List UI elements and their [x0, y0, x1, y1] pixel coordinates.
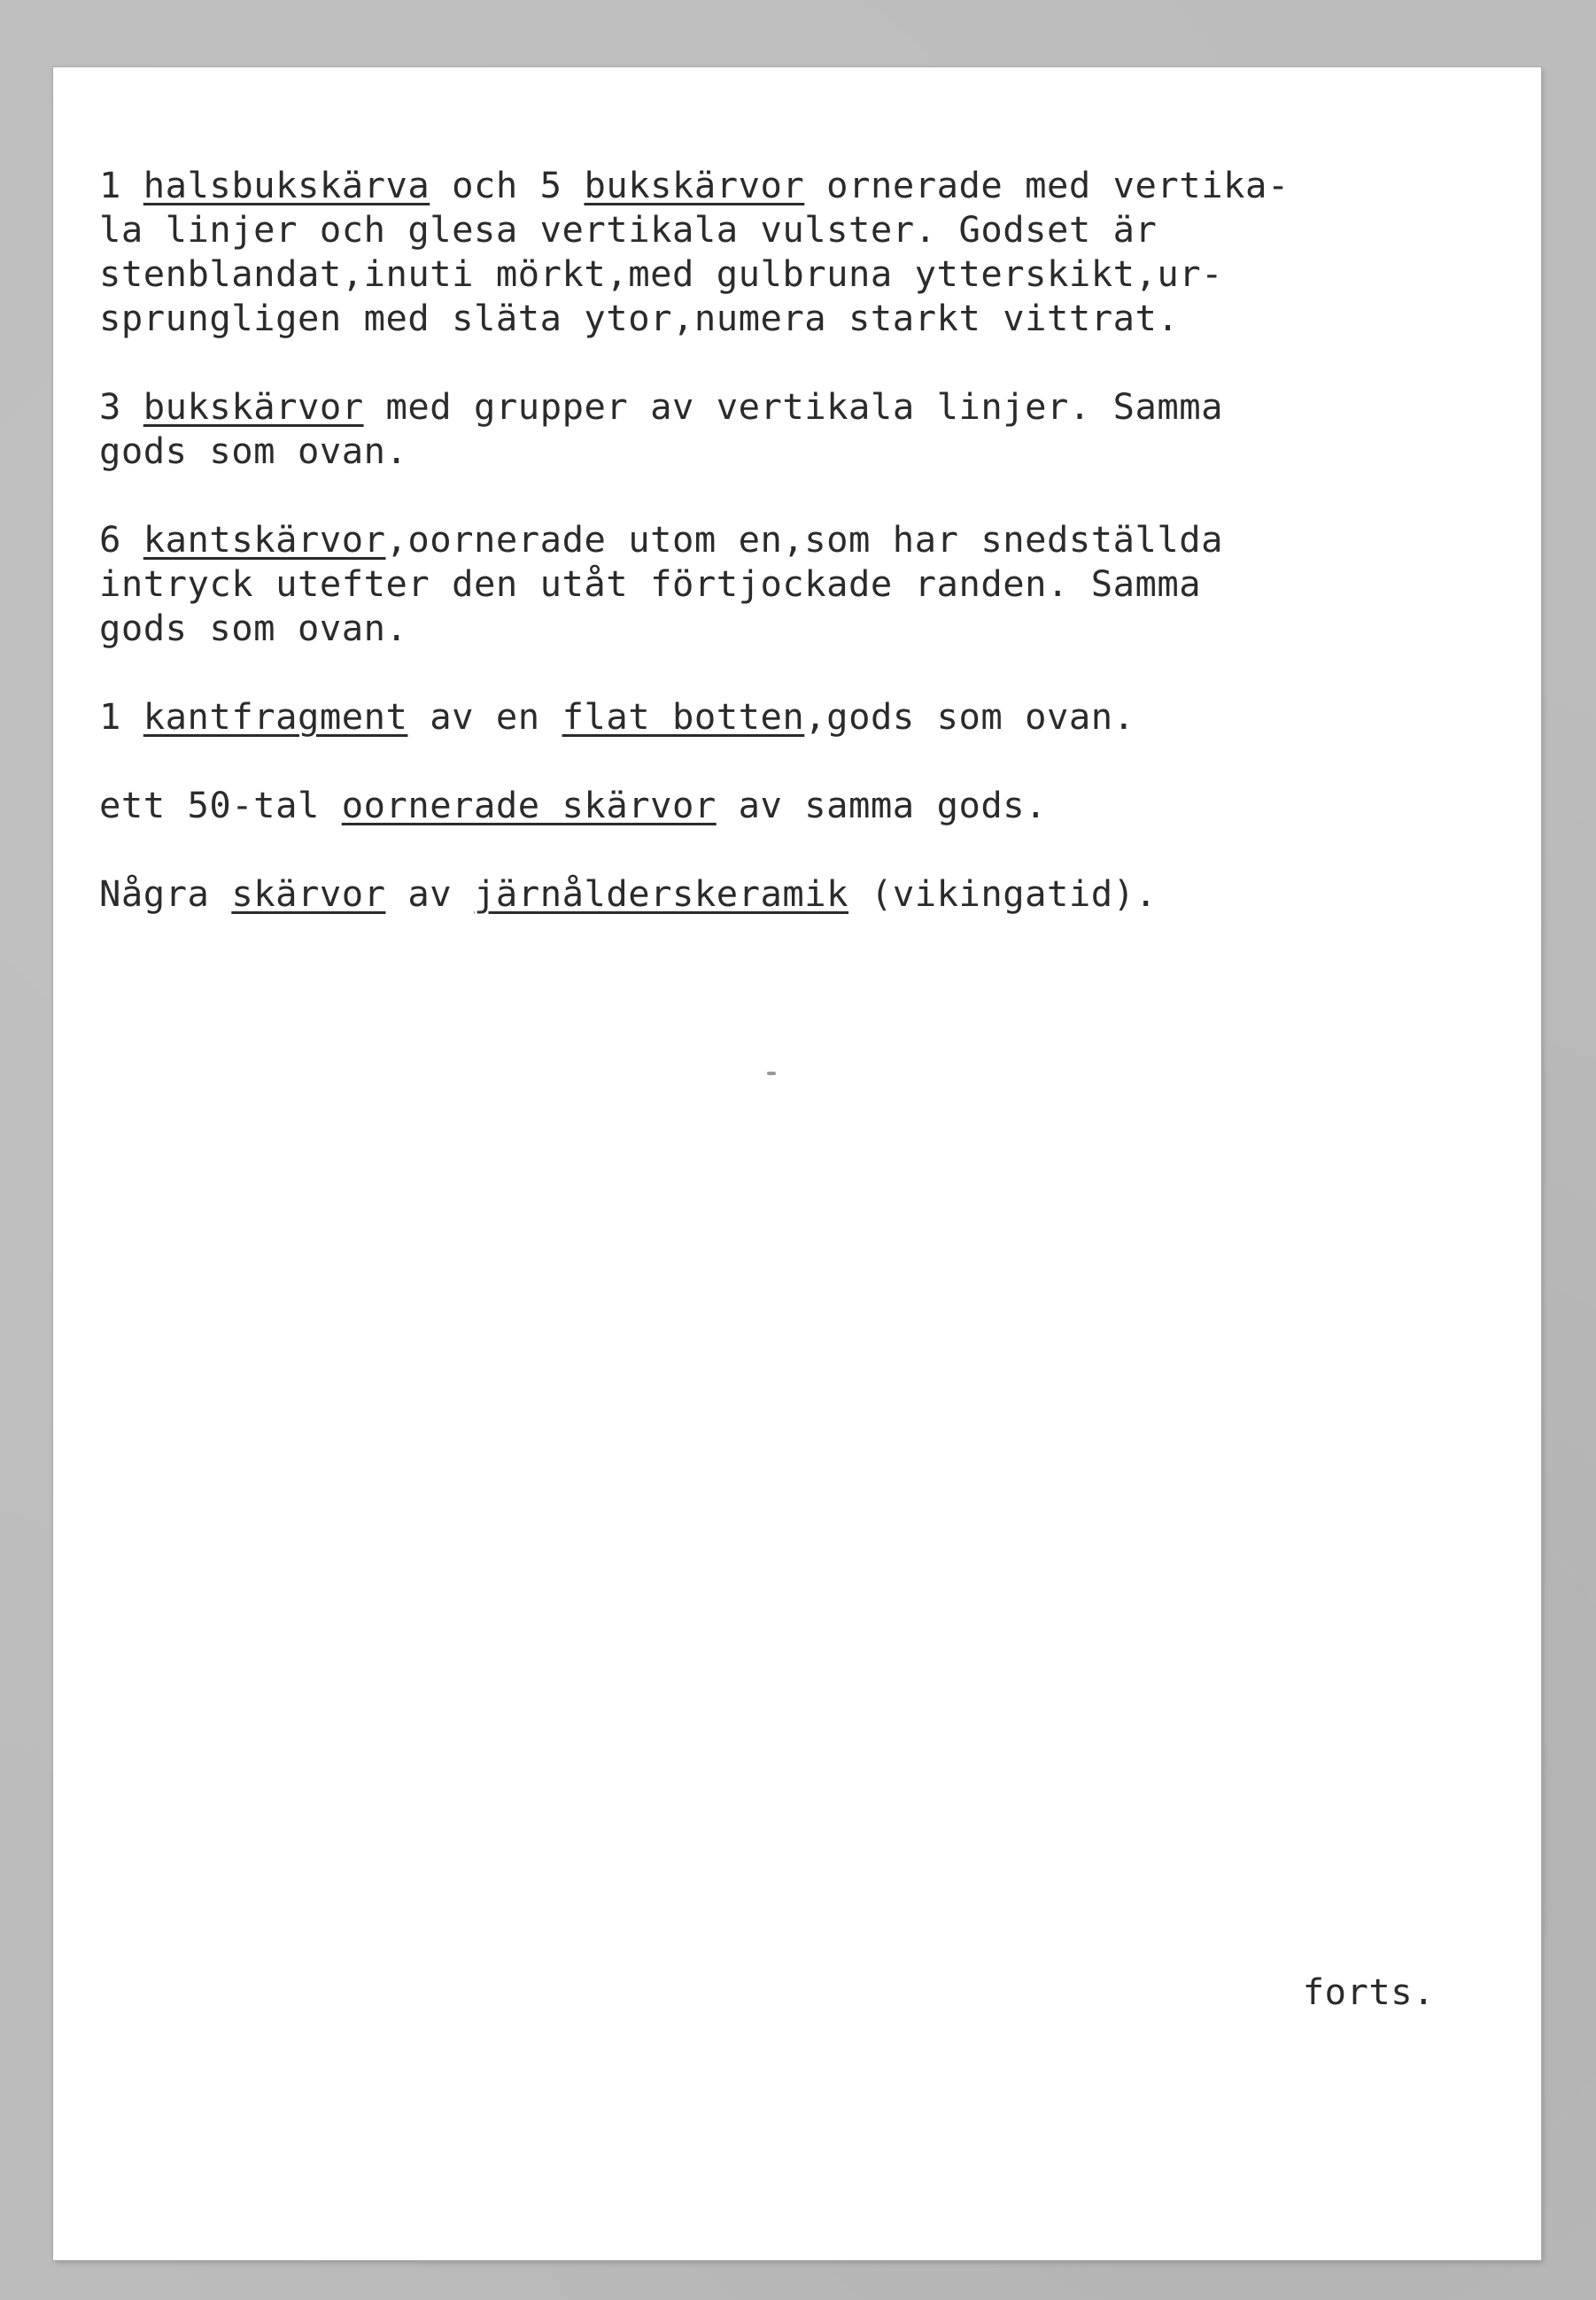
text-segment: ,oornerade utom en,som har snedställda	[385, 518, 1224, 561]
paragraph	[99, 783, 1516, 827]
text-segment: 6	[99, 518, 143, 561]
underlined-term: flat botten	[562, 695, 805, 738]
text-segment: intryck utefter den utåt förtjockade randen. Samma	[99, 562, 1202, 605]
underlined-term: skärvor	[231, 872, 386, 915]
text-line	[99, 252, 1516, 296]
text-segment: ,gods som ovan.	[804, 695, 1135, 738]
text-line	[99, 871, 1516, 916]
text-segment: av en	[407, 695, 562, 738]
paragraph	[99, 871, 1516, 916]
text-segment: sprungligen med släta ytor,numera starkt vittrat.	[99, 297, 1180, 339]
text-segment: gods som ovan.	[99, 607, 408, 649]
text-segment: av samma gods.	[716, 784, 1047, 826]
text-segment: och 5	[430, 164, 585, 206]
text-line	[99, 296, 1516, 340]
paper-speck	[767, 1072, 776, 1075]
paragraph	[99, 384, 1516, 473]
text-segment: ett 50-tal	[99, 784, 342, 826]
underlined-term: bukskärvor	[143, 385, 364, 428]
index-card	[53, 67, 1541, 2260]
underlined-term: kantfragment	[143, 695, 408, 738]
typed-text-block	[99, 163, 1516, 916]
text-segment: 1	[99, 695, 143, 738]
text-line	[99, 561, 1516, 606]
continuation-note: forts.	[1302, 1971, 1435, 2013]
text-line	[99, 384, 1516, 429]
text-line	[99, 694, 1516, 739]
text-line	[99, 163, 1516, 207]
text-segment: stenblandat,inuti mörkt,med gulbruna ytterskikt,ur-	[99, 252, 1224, 295]
text-segment: av	[385, 872, 475, 915]
text-segment: Några	[99, 872, 232, 915]
underlined-term: oornerade skärvor	[341, 784, 717, 826]
text-segment: med grupper av vertikala linjer. Samma	[363, 385, 1224, 428]
text-segment: ornerade med vertika-	[804, 164, 1290, 206]
paragraph	[99, 163, 1516, 340]
text-line	[99, 783, 1516, 827]
underlined-term: kantskärvor	[143, 518, 386, 561]
underlined-term: halsbukskärva	[143, 164, 430, 206]
underlined-term: järnålderskeramik	[474, 872, 849, 915]
text-line	[99, 517, 1516, 561]
text-line	[99, 606, 1516, 650]
text-segment: 3	[99, 385, 143, 428]
text-segment: la linjer och glesa vertikala vulster. Godset är	[99, 208, 1158, 251]
paragraph	[99, 517, 1516, 650]
paragraph	[99, 694, 1516, 739]
text-line	[99, 429, 1516, 473]
text-segment: 1	[99, 164, 143, 206]
text-segment: gods som ovan.	[99, 430, 408, 472]
underlined-term: bukskärvor	[584, 164, 805, 206]
text-line	[99, 207, 1516, 252]
text-segment: (vikingatid).	[848, 872, 1158, 915]
